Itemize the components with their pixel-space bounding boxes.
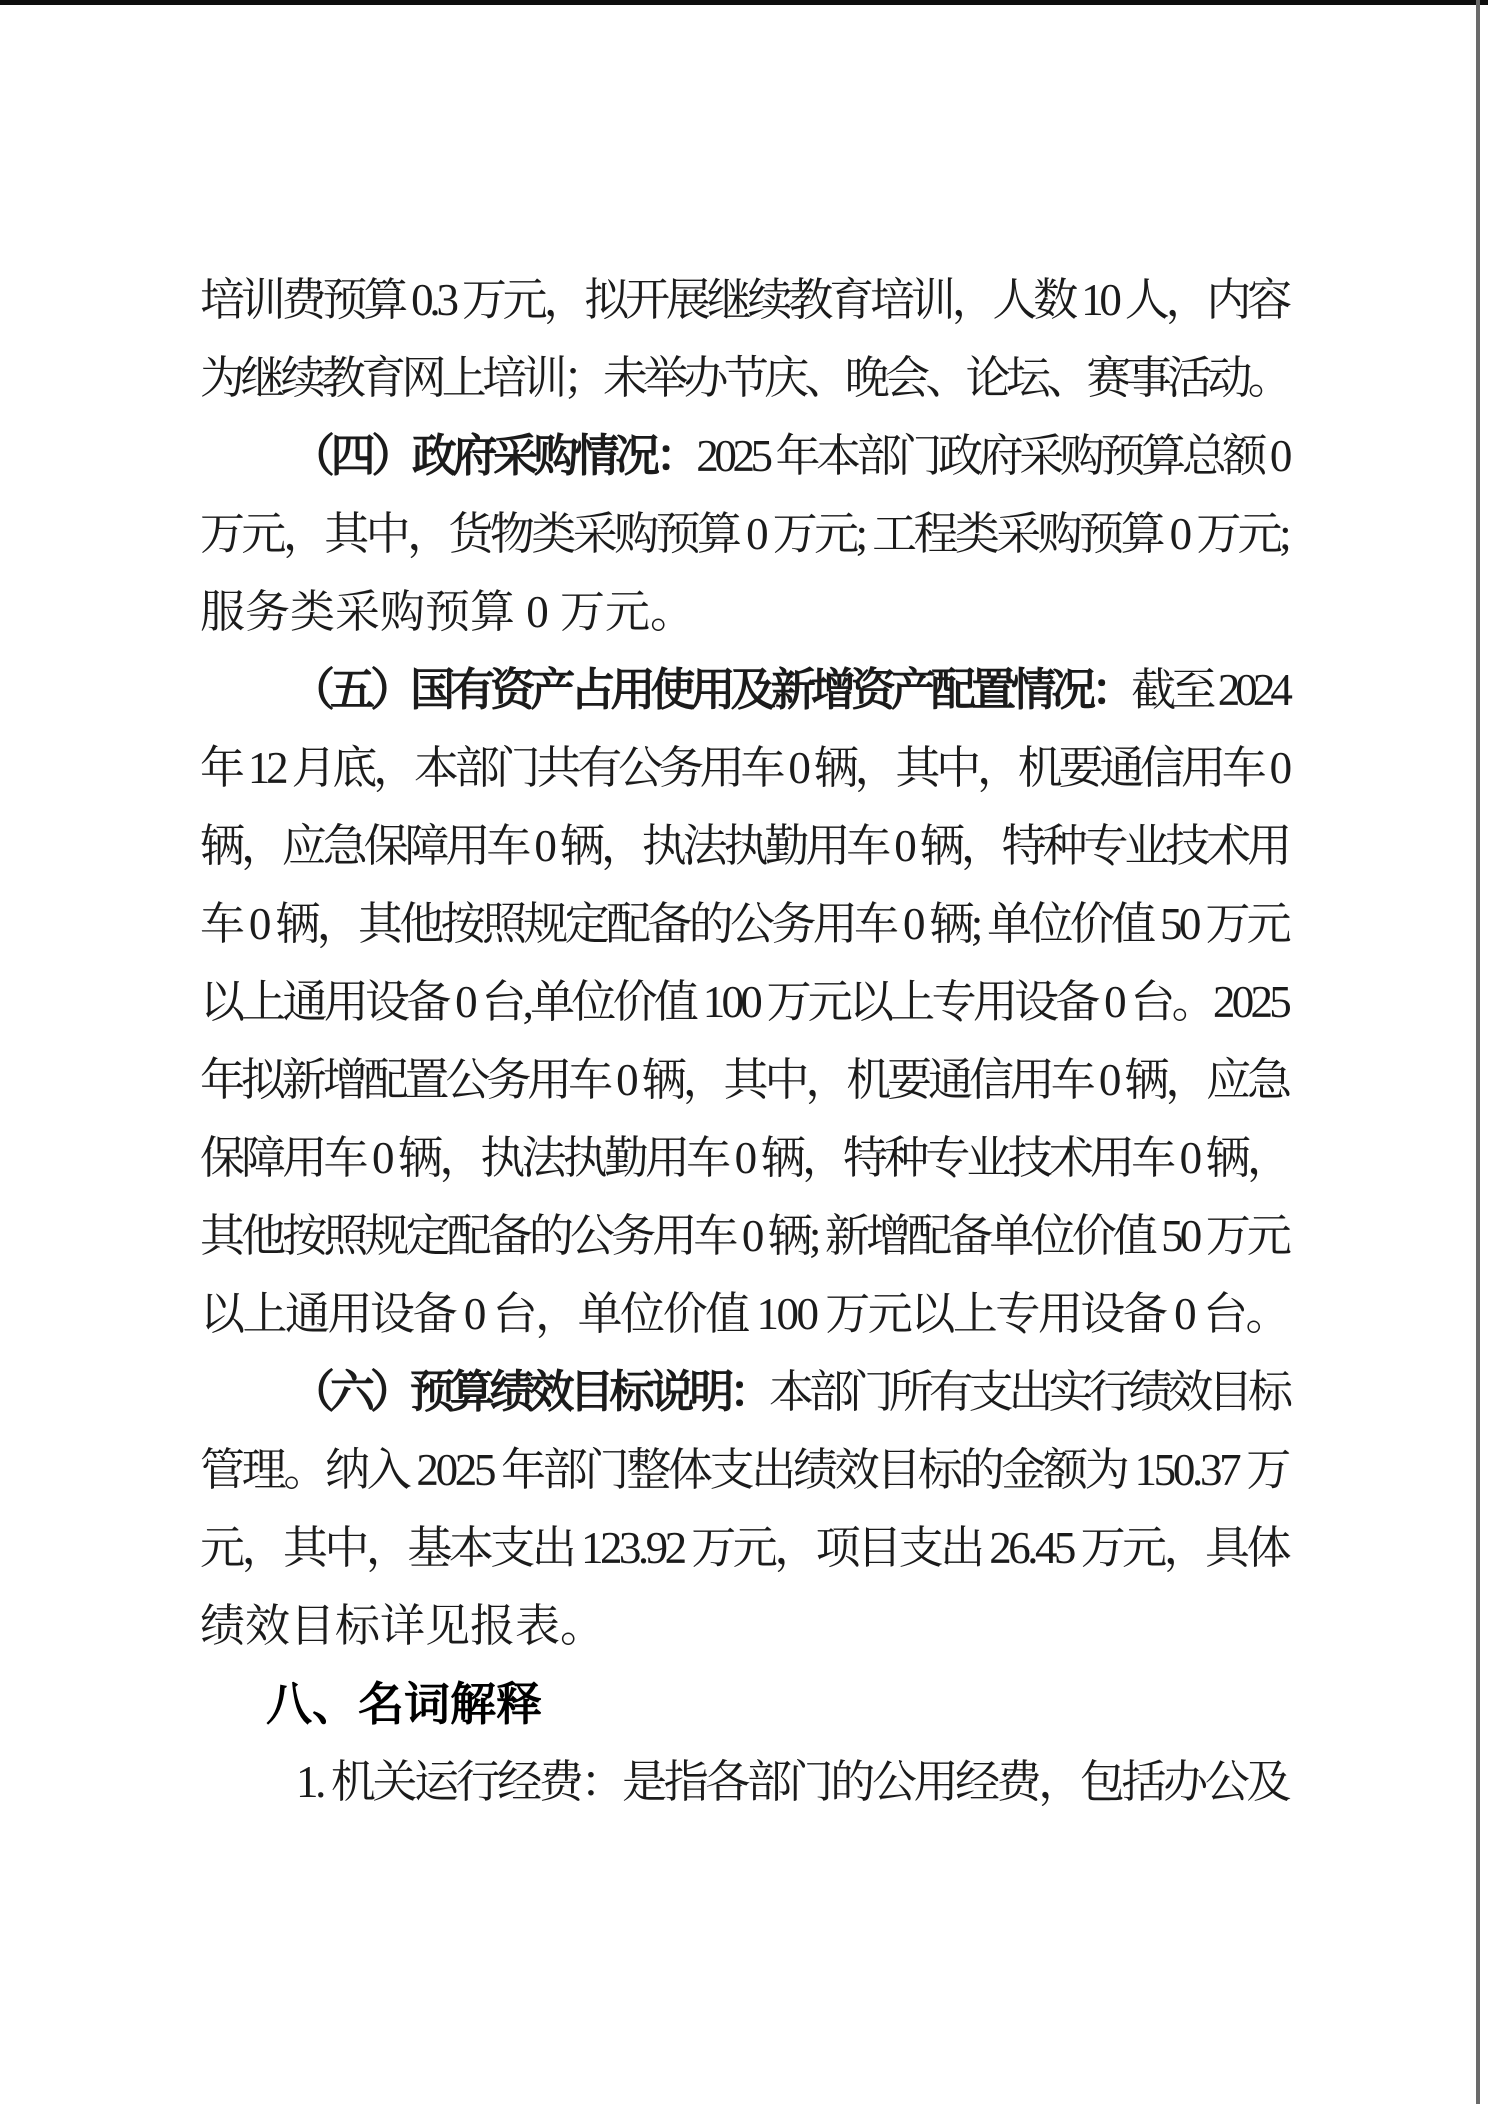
text-segment: 以上通用设备 0 台,单位价值 100 万元以上专用设备 0 台。2025	[200, 977, 1288, 1027]
text-segment: 为继续教育网上培训；未举办节庆、晚会、论坛、赛事活动。	[200, 353, 1288, 403]
text-line-content	[266, 1678, 542, 1730]
text-line	[200, 573, 1288, 651]
text-line	[200, 1353, 1288, 1431]
section-heading	[200, 1665, 1288, 1743]
text-line	[200, 1509, 1288, 1587]
bold-text-segment: （五）国有资产占用使用及新增资产配置情况：	[290, 665, 1132, 715]
text-line	[200, 807, 1288, 885]
text-segment: 1. 机关运行经费：是指各部门的公用经费，包括办公及	[296, 1757, 1288, 1807]
text-line	[200, 1431, 1288, 1509]
text-line	[200, 417, 1288, 495]
text-line-content	[290, 431, 1288, 481]
text-segment: 车 0 辆，其他按照规定配备的公务用车 0 辆; 单位价值 50 万元	[200, 899, 1288, 949]
bold-text-segment: 八、名词解释	[266, 1678, 542, 1730]
text-line-content	[200, 1445, 1288, 1495]
text-line	[200, 1119, 1288, 1197]
text-line-content	[200, 509, 1288, 559]
text-segment: 元，其中，基本支出 123.92 万元，项目支出 26.45 万元，具体	[200, 1523, 1288, 1573]
text-line	[200, 495, 1288, 573]
text-segment: 绩效目标详见报表。	[200, 1601, 606, 1651]
scan-artifact-top-bar	[0, 0, 1488, 5]
text-segment: 辆，应急保障用车 0 辆，执法执勤用车 0 辆，特种专业技术用	[200, 821, 1288, 871]
text-segment: 截至 2024	[1131, 665, 1288, 715]
text-line-content	[290, 1367, 1288, 1417]
text-line	[200, 261, 1288, 339]
text-line-content	[200, 275, 1288, 325]
text-line-content	[200, 743, 1288, 793]
text-line-content	[200, 1055, 1288, 1105]
text-line	[200, 729, 1288, 807]
text-line	[200, 339, 1288, 417]
text-line-content	[200, 353, 1288, 403]
text-line-content	[200, 1289, 1288, 1339]
text-line-content	[200, 587, 695, 637]
text-line	[200, 651, 1288, 729]
text-segment: 年 12 月底，本部门共有公务用车 0 辆，其中，机要通信用车 0	[200, 743, 1288, 793]
text-line-content	[290, 665, 1288, 715]
text-line-content	[200, 1523, 1288, 1573]
text-line-content	[200, 977, 1288, 1027]
text-segment: 培训费预算 0.3 万元，拟开展继续教育培训，人数 10 人，内容	[200, 275, 1288, 325]
text-line-content	[200, 899, 1288, 949]
text-segment: 保障用车 0 辆，执法执勤用车 0 辆，特种专业技术用车 0 辆，	[200, 1133, 1288, 1183]
text-line	[200, 1275, 1288, 1353]
text-line	[200, 1587, 1288, 1665]
text-line-content	[296, 1757, 1288, 1807]
text-segment: 年拟新增配置公务用车 0 辆，其中，机要通信用车 0 辆，应急	[200, 1055, 1288, 1105]
text-segment: 本部门所有支出实行绩效目标	[769, 1367, 1288, 1417]
text-line-content	[200, 1601, 605, 1651]
text-line-content	[200, 1211, 1288, 1261]
text-segment: 2025 年本部门政府采购预算总额 0	[696, 431, 1288, 481]
text-line-content	[200, 821, 1288, 871]
text-line	[200, 885, 1288, 963]
text-segment: 其他按照规定配备的公务用车 0 辆; 新增配备单位价值 50 万元	[200, 1211, 1288, 1261]
text-segment: 以上通用设备 0 台，单位价值 100 万元以上专用设备 0 台。	[200, 1289, 1288, 1339]
text-line	[200, 1743, 1288, 1821]
text-line	[200, 1041, 1288, 1119]
text-segment: 管理。纳入 2025 年部门整体支出绩效目标的金额为 150.37 万	[200, 1445, 1288, 1495]
scan-artifact-right-border	[1476, 0, 1480, 2104]
document-text-block	[200, 261, 1288, 1821]
bold-text-segment: （四）政府采购情况：	[290, 431, 697, 481]
text-line-content	[200, 1133, 1288, 1183]
text-line	[200, 1197, 1288, 1275]
text-segment: 万元，其中，货物类采购预算 0 万元; 工程类采购预算 0 万元;	[200, 509, 1288, 559]
text-line	[200, 963, 1288, 1041]
bold-text-segment: （六）预算绩效目标说明：	[290, 1367, 770, 1417]
text-segment: 服务类采购预算 0 万元。	[200, 587, 696, 637]
